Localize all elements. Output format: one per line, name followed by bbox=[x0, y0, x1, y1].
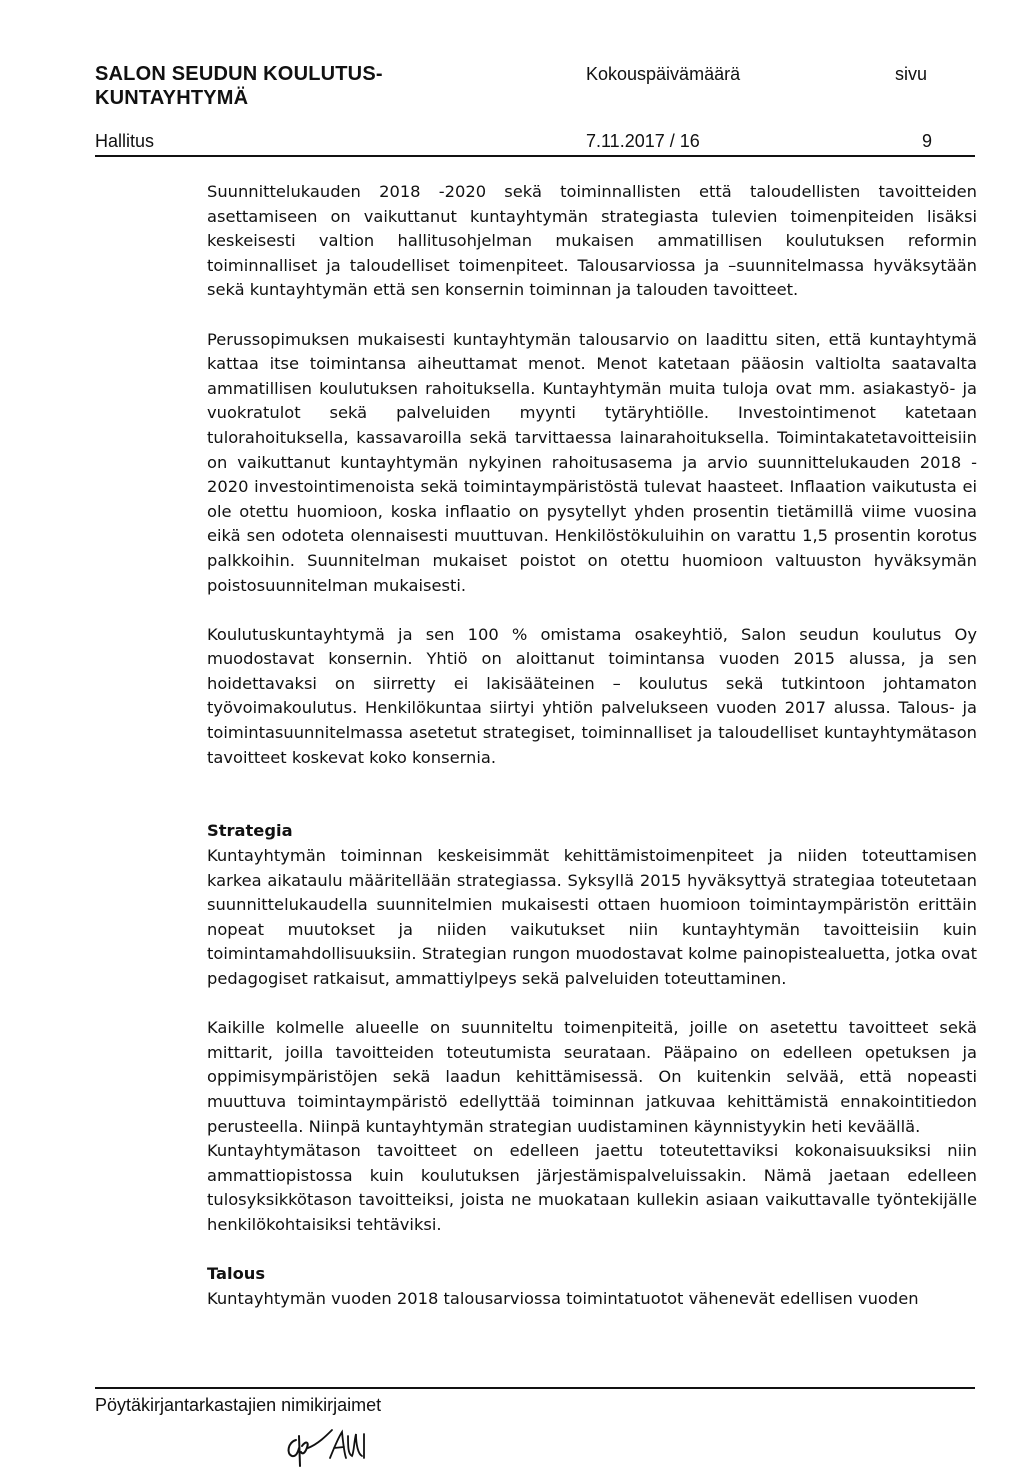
page-label: sivu bbox=[895, 64, 928, 84]
meeting-date: 7.11.2017 / 16 bbox=[586, 131, 700, 151]
paragraph-goal-cascade: Kuntayhtymätason tavoitteet on edelleen jaettu toteutettaviksi kokonaisuuksiksi niin ammattiopistossa kuin koulutuksen järjestämispalveluissakin. Nämä jaetaan edelleen tulosyksikkötason tavoitteiksi, joista ne muokataan kullekin asiaan vaikuttavalle työntekijälle henkilökohtaisiksi tehtäviksi. bbox=[207, 1141, 977, 1234]
document-body bbox=[207, 180, 977, 1311]
footer-divider bbox=[95, 1387, 975, 1389]
handwritten-initials-signature bbox=[282, 1422, 372, 1468]
organization-name-line2: KUNTAYHTYMÄ bbox=[95, 87, 249, 109]
page-number: 9 bbox=[922, 131, 933, 151]
strategy-heading: Strategia bbox=[207, 821, 293, 841]
finance-heading: Talous bbox=[207, 1264, 266, 1284]
paragraph-strategy: Kuntayhtymän toiminnan keskeisimmät kehittämistoimenpiteet ja niiden toteuttamisen karkea aikataulu määritellään strategiassa. Syksyllä 2015 hyväksyttyä strategiaa toteutetaan suunnittelukaudella suunnitelmien mukaisesti ottaen huomioon toimintaympäristön erittäin nopeat muutokset ja niiden vaikutukset niin kuntayhtymän tavoitteisiin kuin toimintamahdollisuuksiin. Strategian rungon muodostavat kolme painopistealuetta, jotka ovat pedagogiset ratkaisut, ammattiylpeys sekä palveluiden toteuttaminen. bbox=[207, 846, 977, 988]
paragraph-finance: Kuntayhtymän vuoden 2018 talousarviossa toimintatuotot vähenevät edellisen vuoden bbox=[207, 1288, 919, 1308]
meeting-date-label: Kokouspäivämäärä bbox=[586, 64, 741, 84]
paragraph-basic-agreement: Perussopimuksen mukaisesti kuntayhtymän talousarvio on laadittu siten, että kuntayhtymä kattaa itse toimintansa aiheuttamat menot. Menot katetaan pääosin valtiolta saatavalta ammatillisen koulutuksen rahoituksella. Kuntayhtymän muita tuloja ovat mm. asiakastyö- ja vuokratulot sekä palveluiden myynti tytäryhtiölle. Investointimenot katetaan tulorahoituksella, kassavaroilla sekä tarvittaessa lainarahoituksella. Toimintakatetavoitteisiin on vaikuttanut kuntayhtymän nykyinen rahoitusasema ja arvio suunnittelukauden 2018 - 2020 investointimenoista sekä toimintaympäristöstä tulevat haasteet. Inflaation vaikutusta ei ole otettu huomioon, koska inflaatio on pysytellyt yhden prosentin tietämillä viime vuosina eikä sen odoteta olennaisesti muuttuvan. Henkilöstökuluihin on varattu 1,5 prosentin korotus palkkoihin. Suunnitelman mukaiset poistot on otettu huomioon valtuuston hyväksymän poistosuunnitelman mukaisesti. bbox=[207, 329, 977, 595]
organization-name bbox=[95, 62, 383, 110]
governing-body: Hallitus bbox=[95, 131, 155, 151]
paragraph-focus-areas: Kaikille kolmelle alueelle on suunniteltu toimenpiteitä, joille on asetettu tavoitteet sekä mittarit, joilla tavoitteiden toteutumista seurataan. Pääpaino on edelleen opetuksen ja oppimisympäristöjen sekä laadun kehittämisessä. On kuitenkin selvää, että nopeasti muuttuva toimintaympäristö edellyttää toiminnan jatkuvaa kehittämistä ennakointitiedon perusteella. Niinpä kuntayhtymän strategian uudistaminen käynnistyykin heti keväällä. bbox=[207, 1018, 977, 1136]
inspector-initials-label: Pöytäkirjantarkastajien nimikirjaimet bbox=[95, 1395, 382, 1415]
organization-name-line1: SALON SEUDUN KOULUTUS- bbox=[95, 63, 383, 85]
paragraph-group-structure: Koulutuskuntayhtymä ja sen 100 % omistama osakeyhtiö, Salon seudun koulutus Oy muodostavat konsernin. Yhtiö on aloittanut toimintansa vuoden 2015 alussa, ja sen hoidettavaksi on siirretty ei lakisääteinen – koulutus sekä tutkintoon johtamaton työvoimakoulutus. Henkilökuntaa siirtyi yhtiön palvelukseen vuoden 2017 alussa. Talous- ja toimintasuunnitelmassa asetetut strategiset, toiminnalliset ja taloudelliset kuntayhtymätason tavoitteet koskevat koko konsernia. bbox=[207, 624, 977, 767]
paragraph-planning-period: Suunnittelukauden 2018 -2020 sekä toiminnallisten että taloudellisten tavoitteiden asettamiseen on vaikuttanut kuntayhtymän strategiasta tulevien toimenpiteiden lisäksi keskeisesti valtion hallitusohjelman mukaisen ammatillisen koulutuksen reformin toiminnalliset ja taloudelliset toimenpiteet. Talousarviossa ja –suunnitelmassa hyväksytään sekä kuntayhtymän että sen konsernin toiminnan ja talouden tavoitteet. bbox=[207, 182, 977, 300]
header-divider bbox=[95, 155, 975, 157]
